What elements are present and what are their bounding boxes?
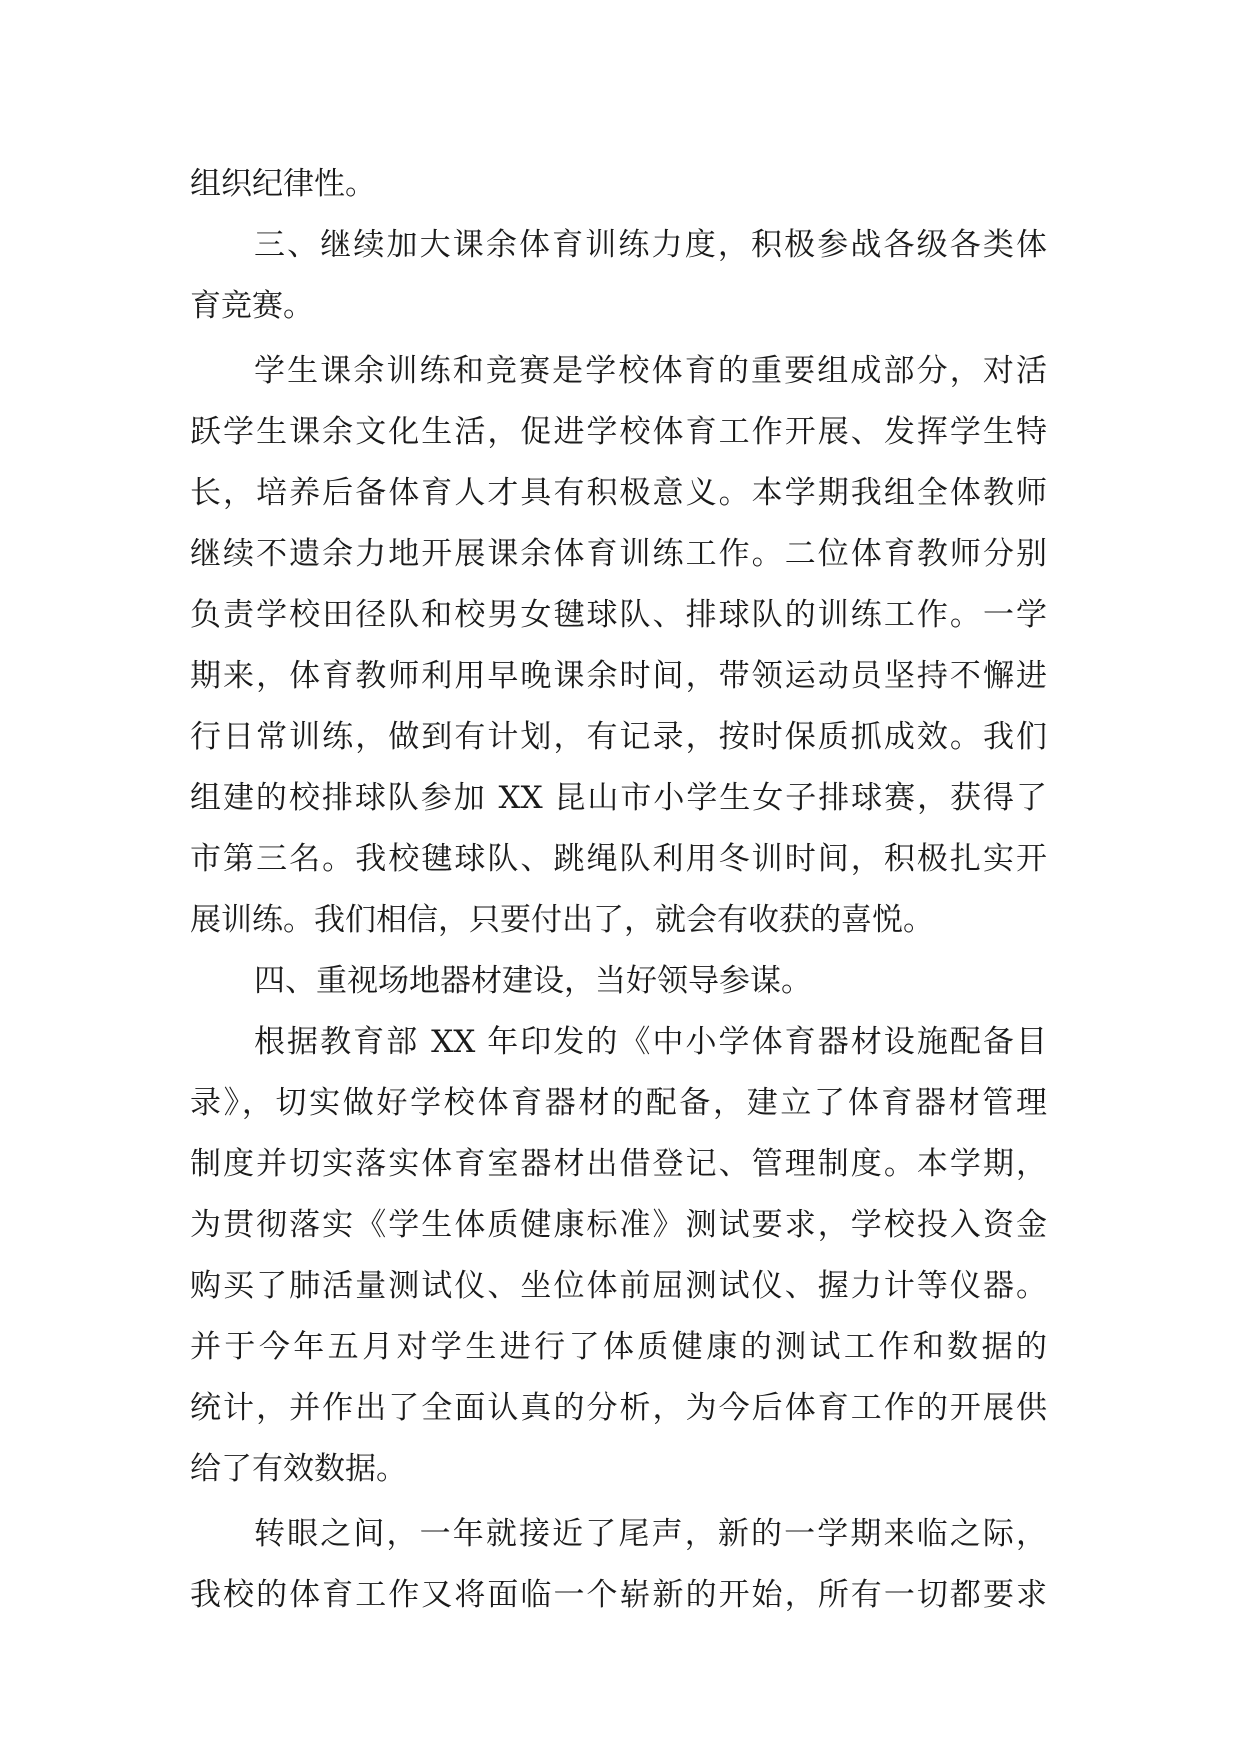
text-line: 育竞赛。 [190,288,314,324]
text-line: 期来，体育教师利用早晚课余时间，带领运动员坚持不懈进 [190,658,1047,694]
text-line: 转眼之间，一年就接近了尾声，新的一学期来临之际， [254,1516,1047,1552]
text-line: 我校的体育工作又将面临一个崭新的开始，所有一切都要求 [190,1577,1047,1613]
text-line: 跃学生课余文化生活，促进学校体育工作开展、发挥学生特 [190,414,1047,450]
text-line: 学生课余训练和竞赛是学校体育的重要组成部分，对活 [254,353,1047,389]
text-line: 购买了肺活量测试仪、坐位体前屈测试仪、握力计等仪器。 [190,1268,1047,1304]
text-line: 录》，切实做好学校体育器材的配备，建立了体育器材管理 [190,1085,1047,1121]
text-line: 市第三名。我校毽球队、跳绳队利用冬训时间，积极扎实开 [190,841,1047,877]
text-line: 展训练。我们相信，只要付出了，就会有收获的喜悦。 [190,902,934,938]
text-line: 组建的校排球队参加 XX 昆山市小学生女子排球赛，获得了 [190,780,1047,816]
text-line: 制度并切实落实体育室器材出借登记、管理制度。本学期， [190,1146,1047,1182]
document-body [190,154,1047,1626]
text-line: 继续不遗余力地开展课余体育训练工作。二位体育教师分别 [190,536,1047,572]
text-line: 负责学校田径队和校男女毽球队、排球队的训练工作。一学 [190,597,1047,633]
text-line: 为贯彻落实《学生体质健康标准》测试要求，学校投入资金 [190,1207,1047,1243]
text-line: 长，培养后备体育人才具有积极意义。本学期我组全体教师 [190,475,1047,511]
text-line: 组织纪律性。 [190,166,376,202]
text-line: 行日常训练，做到有计划，有记录，按时保质抓成效。我们 [190,719,1047,755]
text-line: 给了有效数据。 [190,1451,407,1487]
text-line: 并于今年五月对学生进行了体质健康的测试工作和数据的 [190,1329,1047,1365]
text-line: 统计，并作出了全面认真的分析，为今后体育工作的开展供 [190,1390,1047,1426]
section-heading-4: 四、重视场地器材建设，当好领导参谋。 [254,963,812,999]
text-line: 根据教育部 XX 年印发的《中小学体育器材设施配备目 [254,1024,1047,1060]
section-heading-3: 三、继续加大课余体育训练力度，积极参战各级各类体 [254,227,1047,263]
